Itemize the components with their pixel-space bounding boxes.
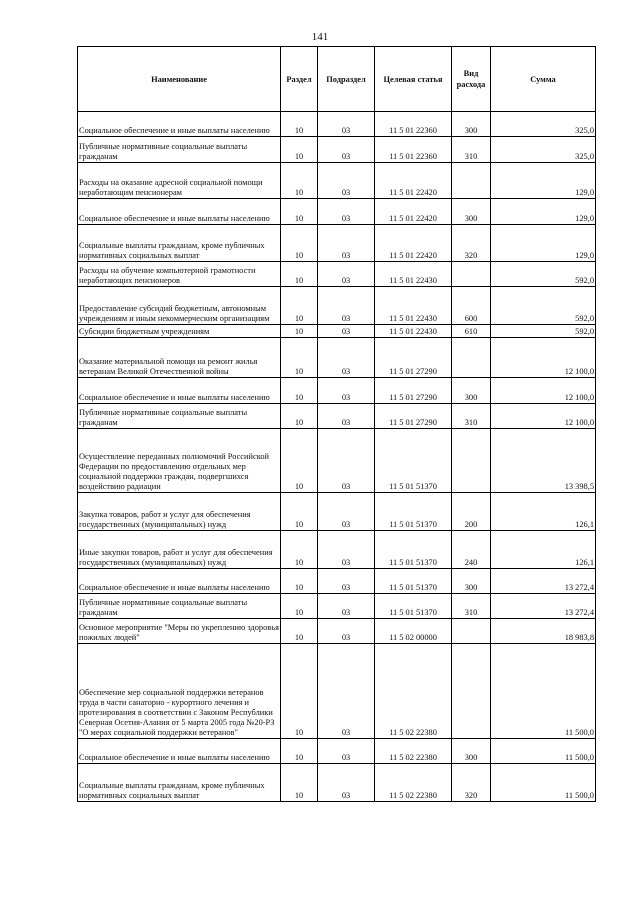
header-sum: Сумма (491, 47, 596, 112)
cell-sum: 18 983,8 (491, 619, 596, 644)
cell-sum: 12 100,0 (491, 338, 596, 378)
cell-subsection: 03 (318, 739, 375, 764)
table-row (78, 404, 596, 429)
cell-section: 10 (281, 739, 318, 764)
cell-sum: 325,0 (491, 137, 596, 163)
cell-type: 300 (452, 739, 491, 764)
cell-type: 200 (452, 493, 491, 531)
cell-target: 11 5 01 22420 (375, 199, 452, 225)
cell-section: 10 (281, 493, 318, 531)
cell-target: 11 5 01 27290 (375, 404, 452, 429)
cell-target: 11 5 01 22430 (375, 262, 452, 287)
cell-target: 11 5 02 22380 (375, 764, 452, 802)
cell-subsection: 03 (318, 594, 375, 619)
cell-name: Социальное обеспечение и иные выплаты населению (78, 112, 281, 137)
cell-name: Публичные нормативные социальные выплаты гражданам (78, 137, 281, 163)
cell-sum: 13 272,4 (491, 594, 596, 619)
cell-subsection: 03 (318, 404, 375, 429)
cell-name: Основное мероприятие "Меры по укреплению здоровья пожилых людей" (78, 619, 281, 644)
table-row (78, 493, 596, 531)
cell-target: 11 5 01 51370 (375, 569, 452, 594)
page-number: 141 (311, 31, 329, 43)
cell-subsection: 03 (318, 531, 375, 569)
cell-subsection: 03 (318, 764, 375, 802)
cell-subsection: 03 (318, 569, 375, 594)
table-row (78, 287, 596, 325)
cell-target: 11 5 01 51370 (375, 531, 452, 569)
cell-section: 10 (281, 569, 318, 594)
cell-type (452, 262, 491, 287)
cell-target: 11 5 02 22380 (375, 739, 452, 764)
header-name: Наименование (78, 47, 281, 112)
cell-type: 310 (452, 404, 491, 429)
cell-sum: 11 500,0 (491, 764, 596, 802)
cell-sum: 592,0 (491, 287, 596, 325)
cell-section: 10 (281, 531, 318, 569)
cell-target: 11 5 01 51370 (375, 493, 452, 531)
table-row (78, 764, 596, 802)
cell-sum: 129,0 (491, 199, 596, 225)
table-row (78, 569, 596, 594)
cell-name: Предоставление субсидий бюджетным, автономным учреждениям и иным некоммерческим организациям (78, 287, 281, 325)
table-row (78, 644, 596, 739)
table-row (78, 338, 596, 378)
cell-type (452, 429, 491, 493)
cell-section: 10 (281, 764, 318, 802)
cell-type: 310 (452, 594, 491, 619)
cell-subsection: 03 (318, 112, 375, 137)
table-row (78, 163, 596, 199)
cell-type: 310 (452, 137, 491, 163)
cell-sum: 592,0 (491, 262, 596, 287)
cell-type (452, 338, 491, 378)
table-row (78, 225, 596, 262)
table-row (78, 262, 596, 287)
cell-name: Обеспечение мер социальной поддержки ветеранов труда в части санаторно - курортного лечения и протезирования в соответствии с Законом Республики Северная Осетия-Алания от 5 марта 2005 года №20-РЗ "О мерах социальной поддержки ветеранов" (78, 644, 281, 739)
cell-sum: 12 100,0 (491, 378, 596, 404)
cell-name: Публичные нормативные социальные выплаты гражданам (78, 594, 281, 619)
cell-target: 11 5 02 22380 (375, 644, 452, 739)
cell-type (452, 644, 491, 739)
cell-section: 10 (281, 378, 318, 404)
cell-sum: 129,0 (491, 163, 596, 199)
cell-name: Социальное обеспечение и иные выплаты населению (78, 739, 281, 764)
cell-type: 600 (452, 287, 491, 325)
cell-target: 11 5 01 27290 (375, 338, 452, 378)
table-row (78, 137, 596, 163)
cell-subsection: 03 (318, 163, 375, 199)
cell-sum: 11 500,0 (491, 739, 596, 764)
cell-name: Расходы на обучение компьютерной грамотности неработающих пенсионеров (78, 262, 281, 287)
cell-name: Социальное обеспечение и иные выплаты населению (78, 378, 281, 404)
header-subsection: Подраздел (318, 47, 375, 112)
cell-subsection: 03 (318, 199, 375, 225)
cell-name: Публичные нормативные социальные выплаты гражданам (78, 404, 281, 429)
header-section: Раздел (281, 47, 318, 112)
cell-name: Социальное обеспечение и иные выплаты населению (78, 199, 281, 225)
table-row (78, 531, 596, 569)
cell-type: 300 (452, 112, 491, 137)
cell-type: 300 (452, 378, 491, 404)
cell-sum: 12 100,0 (491, 404, 596, 429)
cell-section: 10 (281, 338, 318, 378)
cell-section: 10 (281, 594, 318, 619)
table-row (78, 378, 596, 404)
cell-name: Социальные выплаты гражданам, кроме публичных нормативных социальных выплат (78, 225, 281, 262)
table-row (78, 429, 596, 493)
cell-section: 10 (281, 199, 318, 225)
cell-type: 320 (452, 225, 491, 262)
cell-subsection: 03 (318, 429, 375, 493)
cell-sum: 592,0 (491, 325, 596, 338)
table-row (78, 325, 596, 338)
cell-name: Социальное обеспечение и иные выплаты населению (78, 569, 281, 594)
cell-type: 300 (452, 569, 491, 594)
cell-section: 10 (281, 262, 318, 287)
cell-target: 11 5 01 22430 (375, 325, 452, 338)
table-header-row (78, 47, 596, 112)
table-body (78, 112, 596, 802)
table-row (78, 112, 596, 137)
cell-section: 10 (281, 137, 318, 163)
cell-type: 320 (452, 764, 491, 802)
cell-target: 11 5 01 27290 (375, 378, 452, 404)
cell-name: Закупка товаров, работ и услуг для обеспечения государственных (муниципальных) нужд (78, 493, 281, 531)
cell-type: 610 (452, 325, 491, 338)
cell-name: Осуществление переданных полномочий Российской Федерации по предоставлению отдельных мер социальной поддержки граждан, подвергшихся воздействию радиации (78, 429, 281, 493)
cell-subsection: 03 (318, 325, 375, 338)
cell-type: 240 (452, 531, 491, 569)
cell-subsection: 03 (318, 225, 375, 262)
cell-type (452, 163, 491, 199)
table-row (78, 739, 596, 764)
cell-subsection: 03 (318, 338, 375, 378)
cell-subsection: 03 (318, 644, 375, 739)
cell-subsection: 03 (318, 287, 375, 325)
cell-target: 11 5 01 22360 (375, 112, 452, 137)
cell-target: 11 5 01 22360 (375, 137, 452, 163)
cell-target: 11 5 01 22420 (375, 163, 452, 199)
budget-table (77, 46, 596, 802)
table-row (78, 594, 596, 619)
cell-subsection: 03 (318, 137, 375, 163)
cell-section: 10 (281, 404, 318, 429)
cell-sum: 126,1 (491, 531, 596, 569)
cell-section: 10 (281, 112, 318, 137)
cell-type (452, 619, 491, 644)
cell-section: 10 (281, 429, 318, 493)
table-row (78, 619, 596, 644)
cell-section: 10 (281, 163, 318, 199)
cell-sum: 13 398,5 (491, 429, 596, 493)
cell-target: 11 5 01 22420 (375, 225, 452, 262)
cell-subsection: 03 (318, 378, 375, 404)
cell-sum: 13 272,4 (491, 569, 596, 594)
cell-sum: 325,0 (491, 112, 596, 137)
header-target: Целевая статья (375, 47, 452, 112)
cell-section: 10 (281, 225, 318, 262)
table-row (78, 199, 596, 225)
cell-sum: 11 500,0 (491, 644, 596, 739)
cell-section: 10 (281, 325, 318, 338)
cell-name: Расходы на оказание адресной социальной помощи неработающим пенсионерам (78, 163, 281, 199)
cell-subsection: 03 (318, 619, 375, 644)
cell-name: Социальные выплаты гражданам, кроме публичных нормативных социальных выплат (78, 764, 281, 802)
cell-name: Оказание материальной помощи на ремонт жилья ветеранам Великой Отечественной войны (78, 338, 281, 378)
header-type: Вид расхода (452, 47, 491, 112)
cell-sum: 126,1 (491, 493, 596, 531)
cell-target: 11 5 01 22430 (375, 287, 452, 325)
cell-sum: 129,0 (491, 225, 596, 262)
cell-name: Иные закупки товаров, работ и услуг для обеспечения государственных (муниципальных) нужд (78, 531, 281, 569)
cell-subsection: 03 (318, 493, 375, 531)
cell-target: 11 5 01 51370 (375, 594, 452, 619)
cell-section: 10 (281, 287, 318, 325)
cell-type: 300 (452, 199, 491, 225)
cell-target: 11 5 01 51370 (375, 429, 452, 493)
cell-section: 10 (281, 644, 318, 739)
cell-target: 11 5 02 00000 (375, 619, 452, 644)
cell-name: Субсидии бюджетным учреждениям (78, 325, 281, 338)
cell-subsection: 03 (318, 262, 375, 287)
cell-section: 10 (281, 619, 318, 644)
